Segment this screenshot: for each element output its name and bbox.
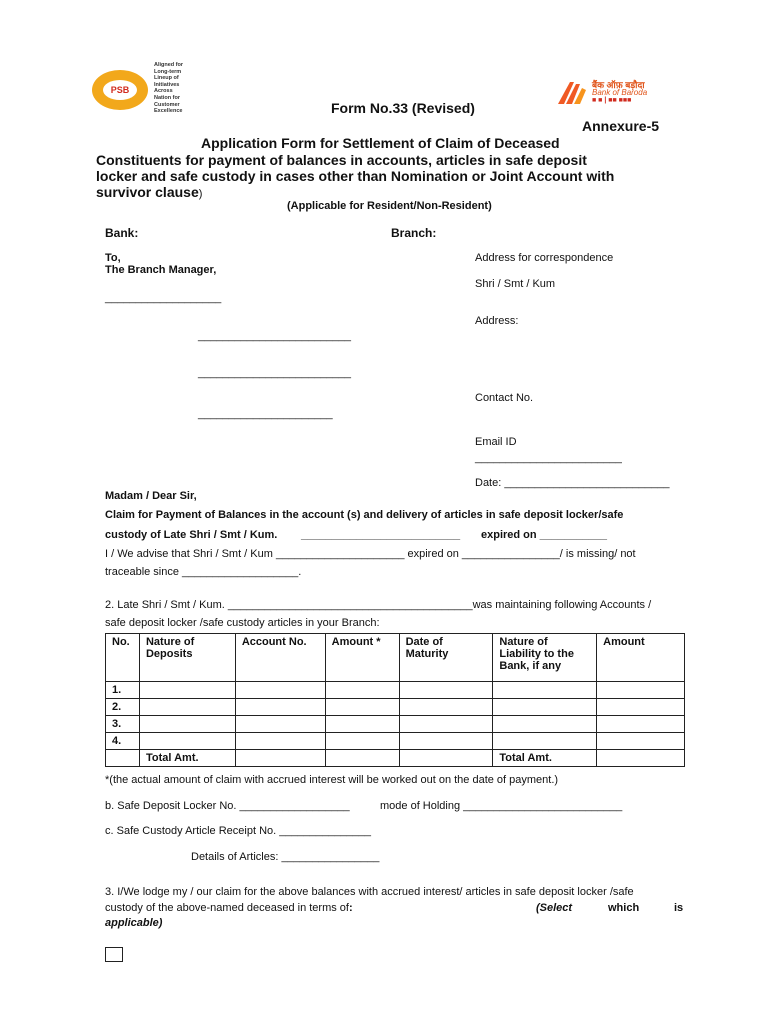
address-blank-2[interactable]: _________________________ [198, 367, 351, 379]
col-header-nature-liability: Nature of Liability to the Bank, if any [493, 634, 597, 682]
col-header-account-no: Account No. [235, 634, 325, 682]
para3-line1: 3. I/We lodge my / our claim for the above balances with accrued interest/ articles in safe deposit locker /safe [105, 886, 634, 898]
which-word: which [608, 902, 640, 914]
traceable-line: traceable since ___________________. [105, 566, 302, 578]
locker-no-field[interactable]: b. Safe Deposit Locker No. __________________ [105, 800, 350, 812]
table-row[interactable]: 4. [106, 733, 685, 750]
table-row[interactable]: 3. [106, 716, 685, 733]
option-checkbox[interactable] [105, 947, 123, 962]
annexure-label: Annexure-5 [582, 118, 660, 134]
salutation: Madam / Dear Sir, [105, 490, 197, 502]
col-header-amount-2: Amount [597, 634, 685, 682]
psb-logo [92, 62, 202, 120]
col-header-no: No. [106, 634, 140, 682]
bank-of-baroda-logo [556, 78, 676, 108]
address-correspondence-label: Address for correspondence [475, 252, 614, 264]
psb-caption: Aligned for Long-term Lineup of Initiatives Across Nation for Customer Excellence [154, 62, 184, 115]
table-row[interactable]: 1. [106, 682, 685, 699]
address-blank-3[interactable]: ______________________ [198, 408, 333, 420]
bank-name-hindi: बैंक ऑफ़ बड़ौदा [592, 80, 645, 90]
is-word: is [674, 902, 684, 914]
table-row[interactable]: 2. [106, 699, 685, 716]
total-amt-left: Total Amt. [139, 750, 235, 767]
date-field[interactable]: Date: ___________________________ [475, 477, 670, 489]
col-header-date-maturity: Date of Maturity [399, 634, 493, 682]
bank-subbrand: ■ ■ | ■■ ■■■ [592, 97, 632, 104]
table-header-row [106, 634, 685, 682]
to-label: To, [105, 252, 121, 264]
select-word: (Select [536, 902, 573, 914]
branch-blank[interactable]: ___________________ [105, 292, 222, 304]
email-blank[interactable]: ________________________ [475, 452, 622, 464]
total-amt-right: Total Amt. [493, 750, 597, 767]
deposits-table [105, 633, 685, 767]
psb-badge: PSB [103, 80, 137, 100]
applicable-note: (Applicable for Resident/Non-Resident) [287, 200, 492, 212]
applicable-word: applicable) [105, 917, 163, 929]
para2-line2: safe deposit locker /safe custody articles in your Branch: [105, 617, 380, 629]
receipt-no-field[interactable]: c. Safe Custody Article Receipt No. _______________ [105, 825, 372, 837]
subject-custody: custody of Late Shri / Smt / Kum. [105, 529, 278, 541]
address-label: Address: [475, 315, 519, 327]
branch-label: Branch: [391, 226, 437, 240]
contact-label: Contact No. [475, 392, 534, 404]
baroda-sun-icon [556, 78, 588, 106]
shri-smt-kum-label: Shri / Smt / Kum [475, 278, 556, 290]
bank-label: Bank: [105, 226, 139, 240]
branch-manager-label: The Branch Manager, [105, 264, 217, 276]
address-blank-1[interactable]: _________________________ [198, 330, 351, 342]
details-articles-field[interactable]: Details of Articles: ________________ [191, 851, 380, 863]
subject-line1: Claim for Payment of Balances in the account (s) and delivery of articles in safe deposit locker/safe [105, 509, 624, 521]
table-total-row [106, 750, 685, 767]
claim-note: *(the actual amount of claim with accrued interest will be worked out on the date of payment.) [105, 774, 559, 786]
form-title-line1: Application Form for Settlement of Claim of Deceased [201, 135, 560, 151]
mode-holding-field[interactable]: mode of Holding __________________________ [380, 800, 623, 812]
col-header-nature-deposits: Nature of Deposits [139, 634, 235, 682]
para3-line2: custody of the above-named deceased in terms of: [105, 902, 353, 914]
email-label: Email ID [475, 436, 517, 448]
para2-line1: 2. Late Shri / Smt / Kum. ________________________________________was maintaining following Accounts / [105, 599, 652, 611]
form-number: Form No.33 (Revised) [331, 100, 475, 116]
subject-name-blank[interactable]: __________________________ [301, 529, 461, 541]
bank-name-english: Bank of Baroda [592, 88, 648, 97]
form-title-line4: survivor clause) [96, 184, 203, 200]
form-title-line2: Constituents for payment of balances in accounts, articles in safe deposit [96, 152, 587, 168]
col-header-amount: Amount * [325, 634, 399, 682]
psb-emblem [92, 70, 148, 110]
form-title-line3: locker and safe custody in cases other than Nomination or Joint Account with [96, 168, 615, 184]
subject-expired[interactable]: expired on ___________ [481, 529, 607, 541]
advise-line: I / We advise that Shri / Smt / Kum _____________________ expired on ________________/ is missing/ not [105, 548, 636, 560]
